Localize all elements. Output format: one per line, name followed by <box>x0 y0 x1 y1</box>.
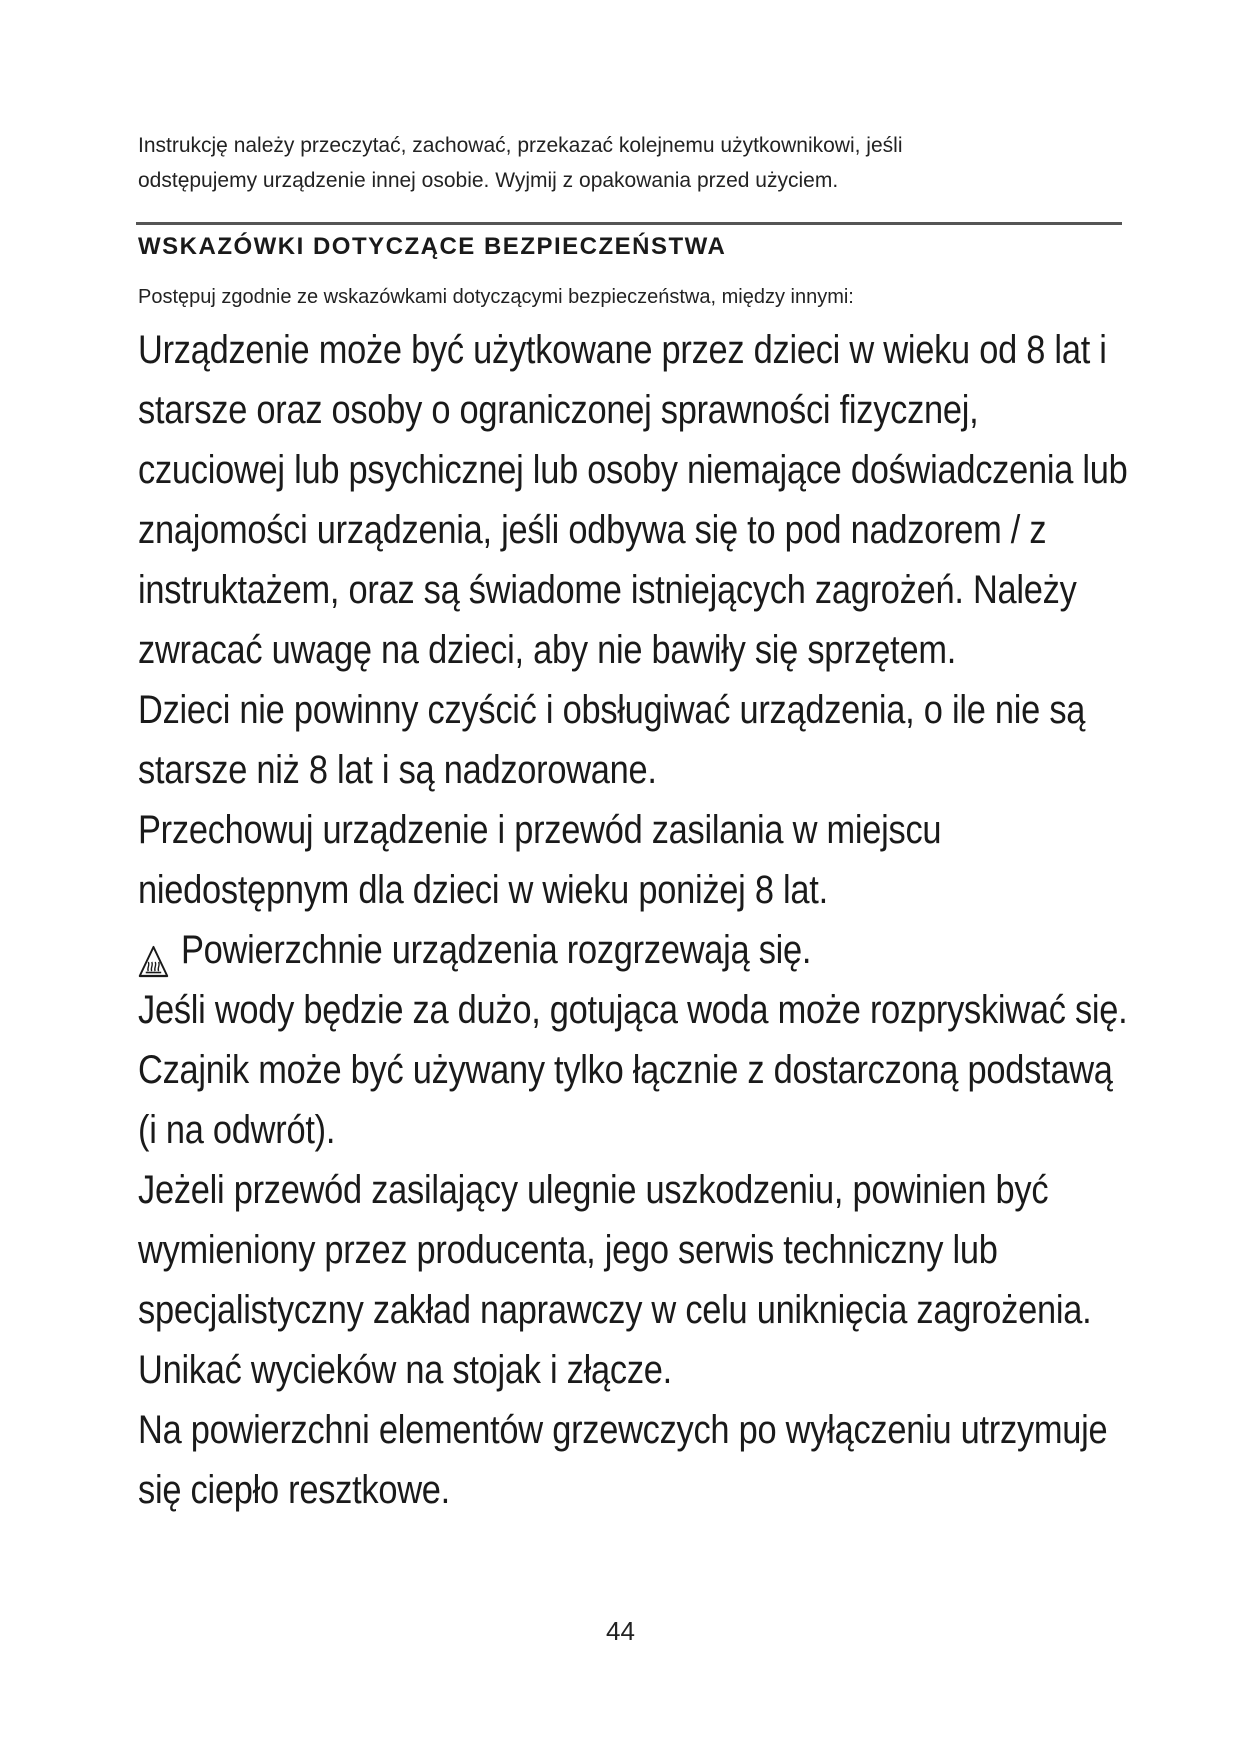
safety-paragraph-hot-surface <box>138 920 1133 980</box>
hot-surface-text: Powierzchnie urządzenia rozgrzewają się. <box>181 928 812 972</box>
safety-paragraph-storage: Przechowuj urządzenie i przewód zasilania w miejscu niedostępnym dla dzieci w wieku poniżej 8 lat. <box>138 808 942 912</box>
intro-text <box>138 128 1118 198</box>
safety-instructions <box>138 320 1133 1520</box>
safety-paragraph-children-use: Urządzenie może być użytkowane przez dzieci w wieku od 8 lat i starsze oraz osoby o ograniczonej sprawności fizycznej, czuciowej lub psychicznej lub osoby niemające doświadczenia lub znajomości urządzenia, jeśli odbywa się to pod nadzorem / z instruktażem, oraz są świadome istniejących zagrożeń. Należy zwracać uwagę na dzieci, aby nie bawiły się sprzętem. <box>138 328 1128 672</box>
intro-line-1: Instrukcję należy przeczytać, zachować, przekazać kolejnemu użytkownikowi, jeśli <box>138 134 903 157</box>
section-divider <box>136 222 1122 225</box>
safety-paragraph-spills: Unikać wycieków na stojak i złącze. <box>138 1348 672 1392</box>
section-subheading: Postępuj zgodnie ze wskazówkami dotyczącymi bezpieczeństwa, między innymi: <box>138 286 854 308</box>
page-number: 44 <box>606 1616 635 1646</box>
hot-surface-warning-icon <box>138 936 169 970</box>
section-heading: WSKAZÓWKI DOTYCZĄCE BEZPIECZEŃSTWA <box>138 233 727 260</box>
safety-paragraph-residual-heat: Na powierzchni elementów grzewczych po wyłączeniu utrzymuje się ciepło resztkowe. <box>138 1408 1108 1512</box>
safety-paragraph-power-cord: Jeżeli przewód zasilający ulegnie uszkodzeniu, powinien być wymieniony przez producenta, jego serwis techniczny lub specjalistyczny zakład naprawczy w celu uniknięcia zagrożenia. <box>138 1168 1092 1332</box>
safety-paragraph-boiling-water: Jeśli wody będzie za dużo, gotująca woda może rozpryskiwać się. <box>138 988 1128 1032</box>
safety-paragraph-children-cleaning: Dzieci nie powinny czyścić i obsługiwać urządzenia, o ile nie są starsze niż 8 lat i są nadzorowane. <box>138 688 1086 792</box>
intro-line-2: odstępujemy urządzenie innej osobie. Wyjmij z opakowania przed użyciem. <box>138 169 839 192</box>
safety-paragraph-base: Czajnik może być używany tylko łącznie z dostarczoną podstawą (i na odwrót). <box>138 1048 1113 1152</box>
